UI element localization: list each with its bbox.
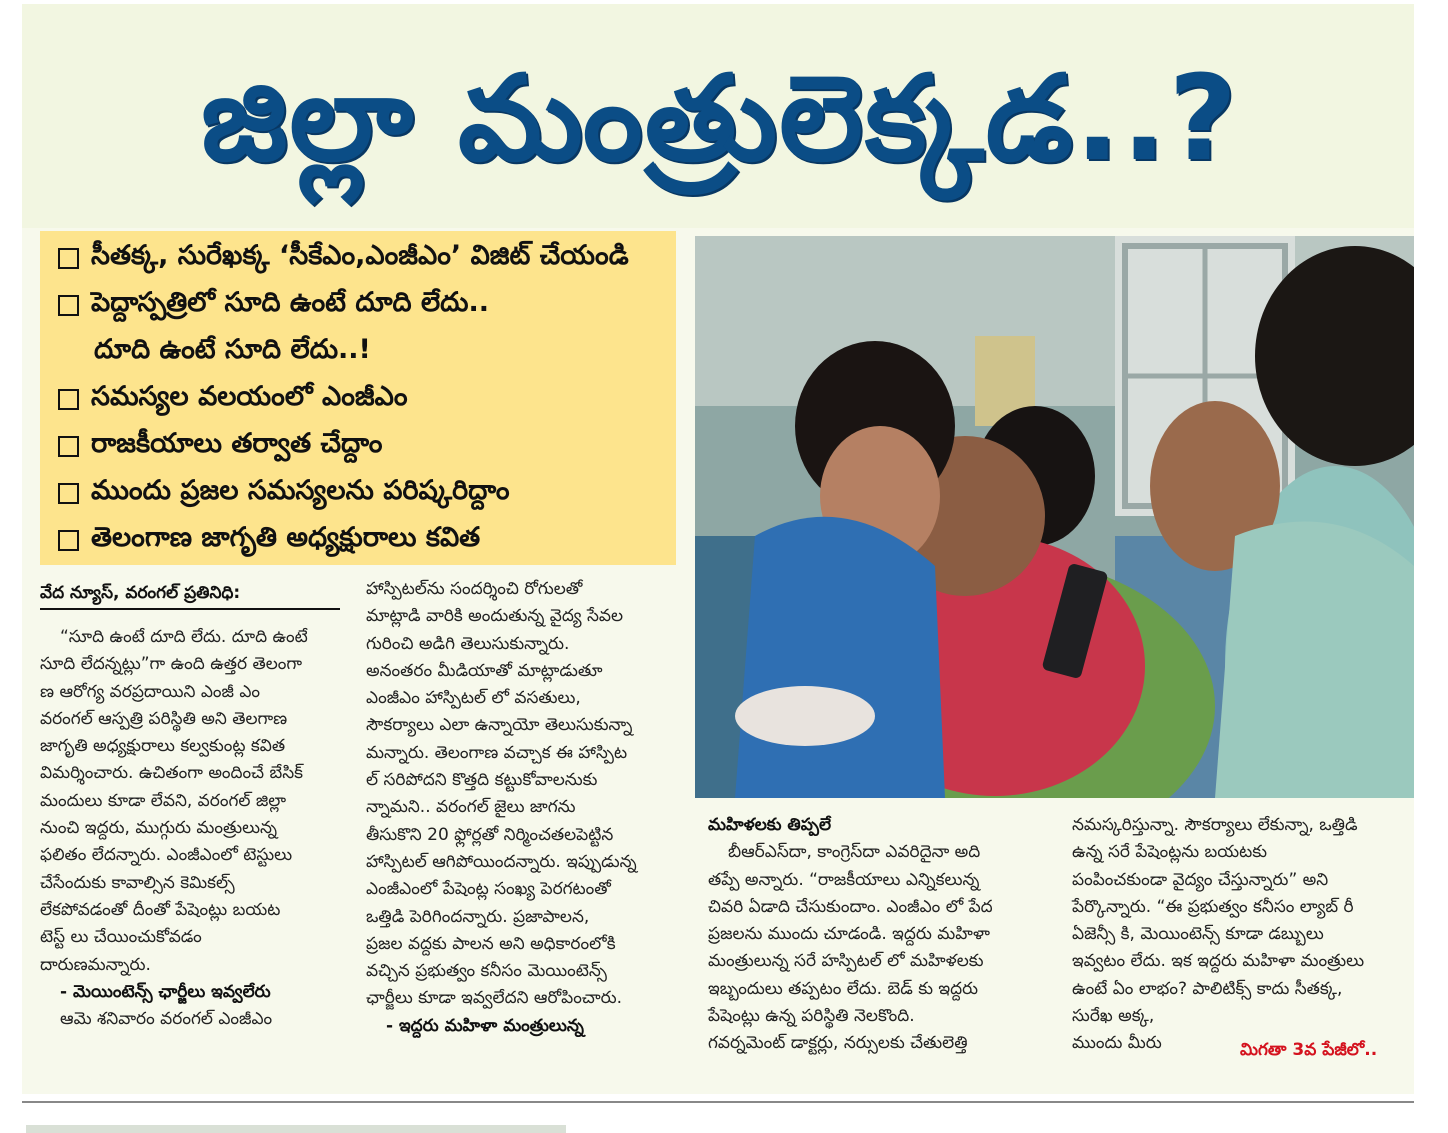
text-line: టెస్ట్ లు చేయించుకోవడం xyxy=(40,927,202,948)
text-line: పేషెంట్లు ఉన్న పరిస్థితి నెలకొంది. xyxy=(708,1006,915,1027)
text-line: ప్రజల వద్దకు పాలన అని అధికారంలోకి xyxy=(366,933,616,954)
divider xyxy=(22,1101,1414,1103)
text-line: దారుణమన్నారు. xyxy=(40,954,151,975)
text-line: మాట్లాడి వారికి అందుతున్న వైద్య సేవల xyxy=(366,606,624,627)
text-line: ఎంజీఎంలో పేషెంట్ల సంఖ్య పెరగటంతో xyxy=(366,879,611,900)
text-line: ఎంజీఎం హాస్పిటల్ లో వసతులు, xyxy=(366,688,581,709)
text-line: ఏజెన్సీ కి, మెయింటెన్స్ కూడా డబ్బులు xyxy=(1072,924,1324,945)
checkbox-icon xyxy=(58,483,79,504)
article-column-4 xyxy=(1072,812,1412,1058)
text-line: నమస్కరిస్తున్నా. సౌకర్యాలు లేకున్నా, ఒత్తిడి xyxy=(1072,815,1358,835)
text-line: పేర్కొన్నారు. “ఈ ప్రభుత్వం కనీసం ల్యాబ్ రీ xyxy=(1072,896,1354,917)
text-line: చేసేందుకు కావాల్సిన కెమికల్స్ xyxy=(40,872,235,893)
highlights-box xyxy=(40,231,676,565)
text-line: సూది లేదన్నట్లు”గా ఉంది ఉత్తర తెలంగా xyxy=(40,654,303,675)
text-line: వరంగల్ ఆస్పత్రి పరిస్థితి అని తెలగాణ xyxy=(40,708,288,729)
text-line: ఒత్తిడి పెరిగిందన్నారు. ప్రజాపాలన, xyxy=(366,906,590,927)
text-line: జాగృతి అధ్యక్షురాలు కల్వకుంట్ల కవిత xyxy=(40,736,286,757)
article-column-3 xyxy=(708,812,1042,1058)
highlight-item xyxy=(58,235,662,282)
checkbox-icon xyxy=(58,248,79,269)
text-line: సౌకర్యాలు ఎలా ఉన్నాయో తెలుసుకున్నా xyxy=(366,715,633,736)
text-line: మంత్రులున్న సరే హస్పిటల్ లో మహిళలకు xyxy=(708,951,984,972)
checkbox-icon xyxy=(58,389,79,410)
text-line: ఇవ్వటం లేదు. ఇక ఇద్దరు మహిళా మంత్రులు xyxy=(1072,951,1365,972)
highlight-text: ముందు ప్రజల సమస్యలను పరిష్కరిద్దాం xyxy=(91,474,510,506)
text-line: ఛార్జీలు కూడా ఇవ్వలేదని ఆరోపించారు. xyxy=(366,988,622,1009)
text-line: ణ ఆరోగ్య వరప్రదాయిని ఎంజీ ఎం xyxy=(40,681,261,702)
highlight-item xyxy=(58,517,662,564)
text-line: ఆమె శనివారం వరంగల్ ఎంజీఎం xyxy=(60,1009,273,1030)
highlight-item xyxy=(58,423,662,470)
highlight-text: తెలంగాణ జాగృతి అధ్యక్షురాలు కవిత xyxy=(91,521,481,553)
highlight-text: పెద్దాస్పత్రిలో సూది ఉంటే దూది లేదు.. xyxy=(91,286,490,318)
text-line: లేకపోవడంతో దీంతో పేషెంట్లు బయట xyxy=(40,899,281,920)
text-line: ఫలితం లేదన్నారు. ఎంజీఎంలో టెస్టులు xyxy=(40,845,293,866)
checkbox-icon xyxy=(58,530,79,551)
text-line: పంపించకుండా వైద్యం చేస్తున్నారు” అని xyxy=(1072,869,1329,890)
text-line: విమర్శించారు. ఉచితంగా అందించే బేసిక్ xyxy=(40,763,304,784)
text-line: సురేఖ అక్క, xyxy=(1072,1006,1155,1027)
text-line: ముందు మీరు xyxy=(1072,1033,1162,1054)
text-line: నుంచి ఇద్దరు, ముగ్గురు మంత్రులున్న xyxy=(40,818,278,839)
text-line: గవర్నమెంట్ డాక్టర్లు, నర్సులకు చేతులెత్తి xyxy=(708,1033,968,1054)
highlight-text: రాజకీయాలు తర్వాత చేద్దాం xyxy=(91,427,383,459)
text-line: ఉన్న సరే పేషెంట్లను బయటకు xyxy=(1072,842,1268,863)
highlight-item xyxy=(58,470,662,517)
text-line: హాస్పిటల్‌ను సందర్శించి రోగులతో xyxy=(366,579,583,599)
text-line: మందులు కూడా లేవని, వరంగల్ జిల్లా xyxy=(40,790,287,811)
next-article-strip xyxy=(26,1125,566,1133)
text-line: ల్ సరిపోదని కొత్తది కట్టుకోవాలనుకు xyxy=(366,770,598,791)
text-line: న్నామని.. వరంగల్ జైలు జాగను xyxy=(366,797,576,818)
text-line: అనంతరం మీడియాతో మాట్లాడుతూ xyxy=(366,660,603,681)
dateline: వేద న్యూస్, వరంగల్ ప్రతినిధి: xyxy=(40,578,340,610)
highlight-text: సమస్యల వలయంలో ఎంజీఎం xyxy=(91,380,408,412)
text-line: వచ్చిన ప్రభుత్వం కనీసం మెయింటెన్స్ xyxy=(366,961,607,982)
text-line: గురించి అడిగి తెలుసుకున్నారు. xyxy=(366,633,570,654)
subheading: మహిళలకు తిప్పలే xyxy=(708,815,832,835)
subheading: - ఇద్దరు మహిళా మంత్రులున్న xyxy=(386,1015,584,1036)
continued-on-page-3: మిగతా 3వ పేజీలో.. xyxy=(1240,1040,1378,1060)
text-line: తీసుకొని 20 ఫ్లోర్లతో నిర్మించతలపెట్టిన xyxy=(366,824,614,845)
checkbox-icon xyxy=(58,436,79,457)
highlight-text: సీతక్క, సురేఖక్క ‘సీకేఎం,ఎంజీఎం’ విజిట్ చేయండి xyxy=(91,239,629,271)
checkbox-icon xyxy=(58,295,79,316)
news-photo xyxy=(695,236,1414,798)
text-line: చివరి ఏడాది చేసుకుందాం. ఎంజీఎం లో పేద xyxy=(708,896,993,917)
article-column-1 xyxy=(40,624,340,1033)
highlight-item xyxy=(58,282,662,329)
text-line: హాస్పిటల్ ఆగిపోయిందన్నారు. ఇప్పుడున్న xyxy=(366,851,637,872)
text-line: ఇబ్బందులు తప్పటం లేదు. బెడ్ కు ఇద్దరు xyxy=(708,978,979,999)
highlight-item xyxy=(58,376,662,423)
hospital-visit-photo xyxy=(695,236,1414,798)
text-line: “సూది ఉంటే దూది లేదు. దూది ఉంటే xyxy=(60,627,308,647)
headline: జిల్లా మంత్రులెక్కడ..? xyxy=(201,49,1239,187)
article-column-2 xyxy=(366,576,670,1040)
text-line: ఉంటే ఏం లాభం? పాలిటిక్స్ కాదు సీతక్క, xyxy=(1072,978,1343,999)
text-line: తప్పే అన్నారు. “రాజకీయాలు ఎన్నికలున్న xyxy=(708,869,980,890)
text-line: బీఆర్ఎస్‌దా, కాంగ్రెస్‌దా ఎవరిదైనా అది xyxy=(728,842,981,863)
text-line: ప్రజలను ముందు చూడండి. ఇద్దరు మహిళా xyxy=(708,924,990,945)
highlight-text: దూది ఉంటే సూది లేదు..! xyxy=(94,333,371,365)
highlight-item xyxy=(58,329,662,376)
subheading: - మెయింటెన్స్ ఛార్జీలు ఇవ్వలేరు xyxy=(60,981,271,1002)
text-line: మన్నారు. తెలంగాణ వచ్చాక ఈ హాస్పిట xyxy=(366,742,628,763)
